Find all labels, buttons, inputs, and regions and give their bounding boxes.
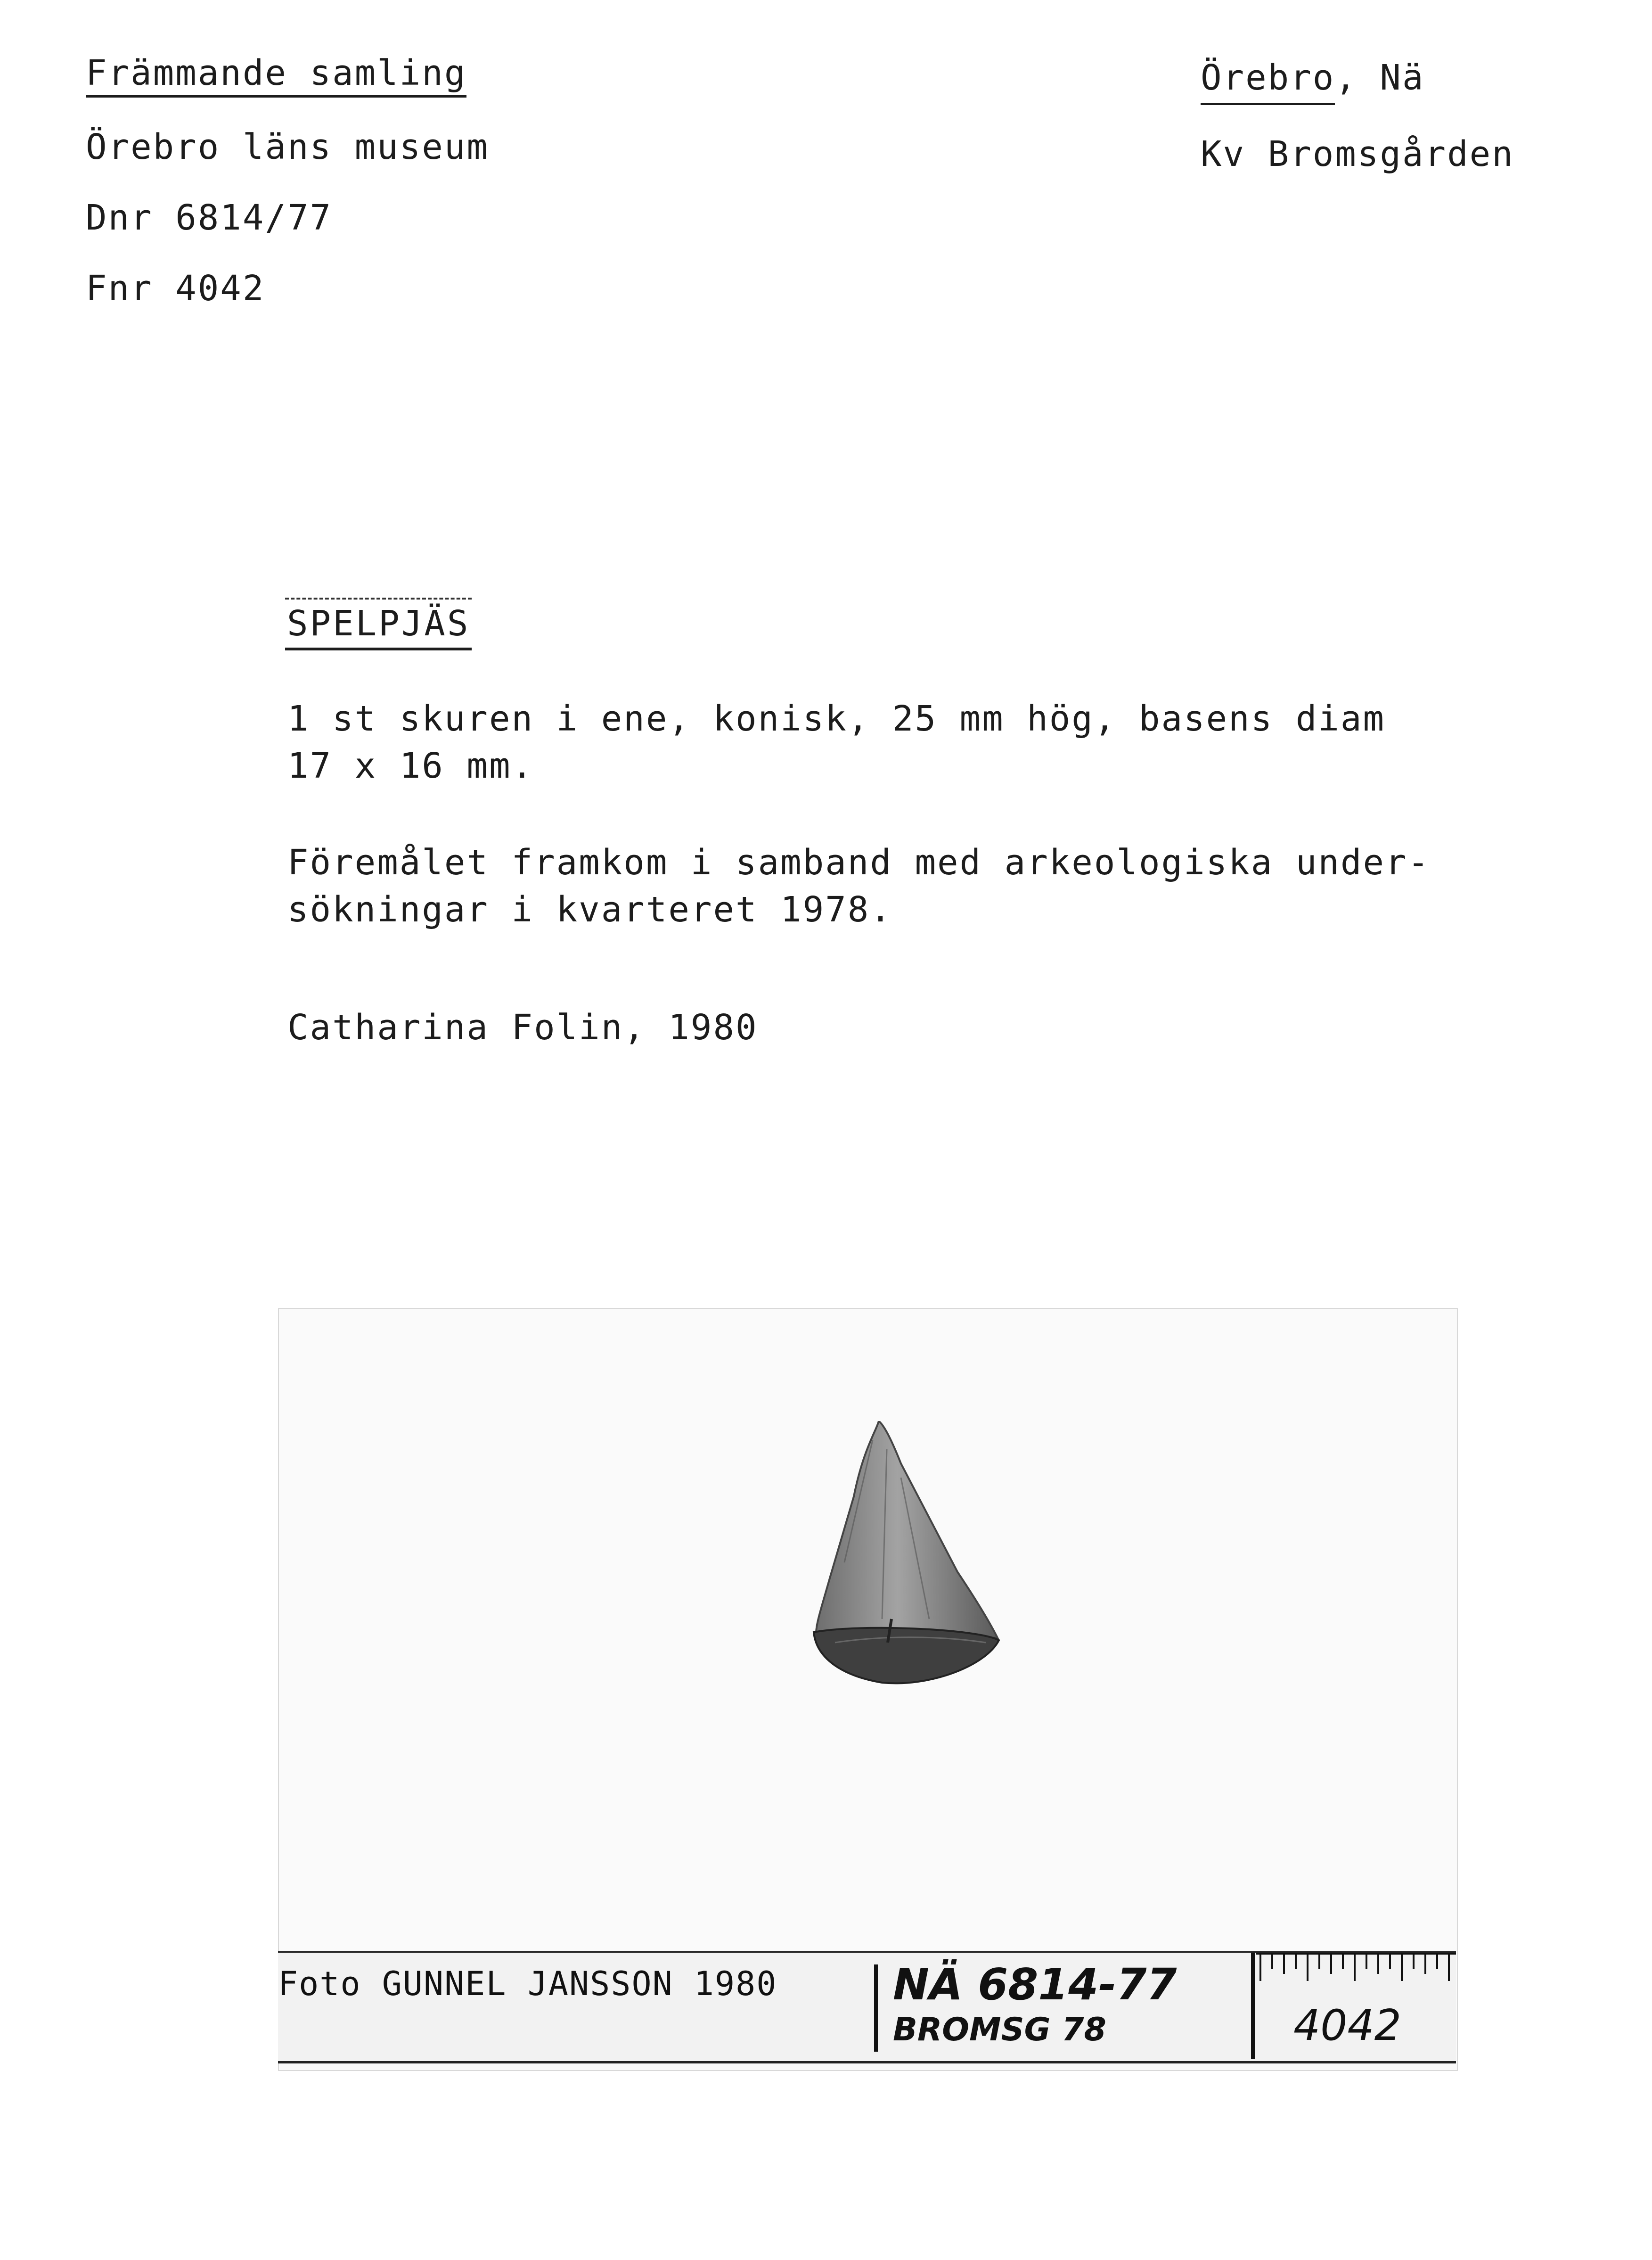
description-line-2: 17 x 16 mm. <box>287 746 534 786</box>
location-separator: , <box>1335 58 1380 98</box>
author-line: Catharina Folin, 1980 <box>287 1007 758 1048</box>
ruler-ticks <box>1256 1953 1456 1990</box>
fnr-number: Fnr 4042 <box>86 268 265 309</box>
object-title: SPELPJÄS <box>285 598 472 650</box>
location-place: Örebro <box>1201 58 1335 105</box>
game-piece-image <box>552 1421 1000 1751</box>
collection-name: Främmande samling <box>86 56 466 98</box>
dnr-number: Dnr 6814/77 <box>86 197 333 238</box>
tag-line-1: NÄ 6814-77 <box>893 1959 1177 2010</box>
find-tag <box>879 1953 1255 2059</box>
tag-line-2: BROMSG 78 <box>893 2011 1106 2048</box>
location-line <box>1201 58 1425 98</box>
block-name: Kv Bromsgården <box>1201 134 1514 174</box>
find-number-handwritten: 4042 <box>1293 2001 1402 2050</box>
location-parish: Nä <box>1380 58 1425 98</box>
photo-credit <box>278 1964 878 2052</box>
measuring-scale <box>1256 1953 1456 2059</box>
photo-label-strip <box>278 1951 1456 2063</box>
context-line-2: sökningar i kvarteret 1978. <box>287 889 892 930</box>
context-line-1: Föremålet framkom i samband med arkeologiska under- <box>287 842 1431 883</box>
description <box>287 695 1385 789</box>
find-context <box>287 839 1430 933</box>
description-line-1: 1 st skuren i ene, konisk, 25 mm hög, basens diam <box>287 699 1386 739</box>
museum-name: Örebro läns museum <box>86 127 489 167</box>
photo-credit-text: Foto GUNNEL JANSSON 1980 <box>278 1964 777 2003</box>
